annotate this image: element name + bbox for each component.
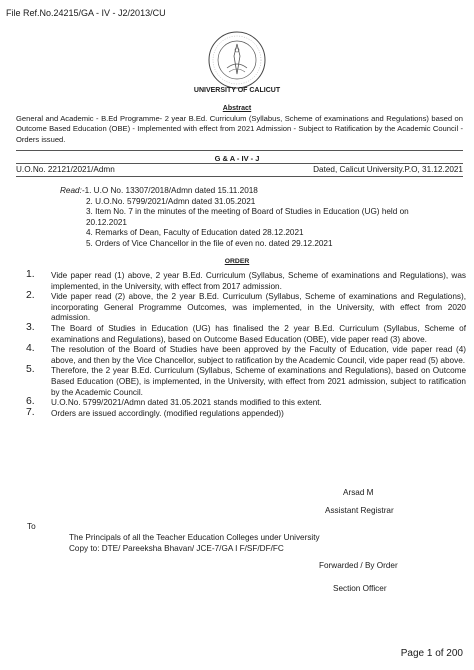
paragraph-number: 6. [26,396,35,408]
paragraph-number: 4. [26,343,35,355]
read-item: 2. U.O.No. 5799/2021/Admn dated 31.05.2021 [86,196,256,206]
university-name: UNIVERSITY OF CALICUT [193,87,281,94]
paragraph-number: 5. [26,364,35,376]
paragraph-number: 2. [26,290,35,302]
copy-to: Copy to: DTE/ Pareeksha Bhavan/ JCE-7/GA I F/SF/DF/FC [69,544,284,553]
section-officer: Section Officer [333,584,387,593]
paragraph-text: Vide paper read (1) above, 2 year B.Ed. Curriculum (Syllabus, Scheme of examinations and Regulations), was implemented, in the University, with effect from 2017 admission. [51,271,466,291]
paragraph-text: Vide paper read (2) above, the 2 year B.Ed. Curriculum (Syllabus, Scheme of examinations and Regulations), incorporating General Programme Outcomes, was implemented, in the University, with effect from 2020 admission. [51,292,466,323]
read-item: 3. Item No. 7 in the minutes of the meeting of Board of Studies in Education (UG) held on [86,207,409,217]
forwarded-by-order: Forwarded / By Order [319,561,398,570]
paragraph-text: The Board of Studies in Education (UG) has finalised the 2 year B.Ed. Curriculum (Syllabus, Scheme of examinations and Regulations), based on Outcome Based Education (OBE), vide paper read (3) above. [51,323,466,344]
order-number: U.O.No. 22121/2021/Admn [16,165,115,174]
paragraph-text: Therefore, the 2 year B.Ed. Curriculum (Syllabus, Scheme of examinations and Regulations), based on Outcome Based Education (OBE), is implemented, in the University, with effect from 2021 admission, subject to ratification by the Academic Council. [51,366,466,397]
read-item [60,186,440,197]
divider-bottom [16,176,463,177]
to-label: To [27,522,36,531]
file-reference: File Ref.No.24215/GA - IV - J2/2013/CU [6,8,166,18]
paragraph-number: 1. [26,269,35,280]
order-paragraphs [26,271,466,419]
divider-middle [16,163,463,164]
order-paragraph [26,398,466,409]
order-heading: ORDER [224,258,250,265]
papers-read [60,186,440,250]
paragraph-text: The resolution of the Board of Studies have been approved by the Faculty of Education, vide paper read (4) above, and then by the Vice Chancellor, subject to ratification by the Academic Council, vide paper read (5) above. [51,345,466,365]
read-item: 5. Orders of Vice Chancellor in the file of even no. dated 29.12.2021 [86,238,333,248]
order-paragraph [26,271,466,292]
order-paragraph [26,345,466,366]
paragraph-number: 3. [26,321,35,333]
page-number: Page 1 of 200 [400,648,463,659]
paragraph-number: 7. [26,406,35,418]
read-item-text: 1. U.O No. 13307/2018/Admn dated 15.11.2018 [84,186,258,195]
branch-code: G & A - IV - J [214,154,260,163]
order-paragraph [26,366,466,398]
signatory-name: Arsad M [343,488,374,497]
order-date: Dated, Calicut University.P.O, 31.12.2021 [313,165,463,174]
read-item: 20.12.2021 [86,217,127,227]
divider-top [16,150,463,151]
read-item: 4. Remarks of Dean, Faculty of Education dated 28.12.2021 [86,228,304,238]
read-label: Read:- [60,186,85,195]
abstract-body: General and Academic - B.Ed Programme- 2 year B.Ed. Curriculum (Syllabus, Scheme of examinations and Regulations) based on Outcome Based Education (OBE) - Implemented with effect from 2021 Admission - Subject to Ratification by the Academic Council - Orders issued. [16,114,463,144]
order-paragraph [26,406,466,420]
paragraph-text: Orders are issued accordingly. (modified regulations appended)) [51,408,284,418]
paragraph-text: U.O.No. 5799/2021/Admn dated 31.05.2021 stands modified to this extent. [51,398,322,408]
signatory-title: Assistant Registrar [325,506,394,515]
recipient: The Principals of all the Teacher Education Colleges under University [69,533,320,542]
order-paragraph [26,292,466,324]
university-seal-icon [207,30,267,90]
abstract-heading: Abstract [222,105,252,112]
order-paragraph [26,321,466,345]
